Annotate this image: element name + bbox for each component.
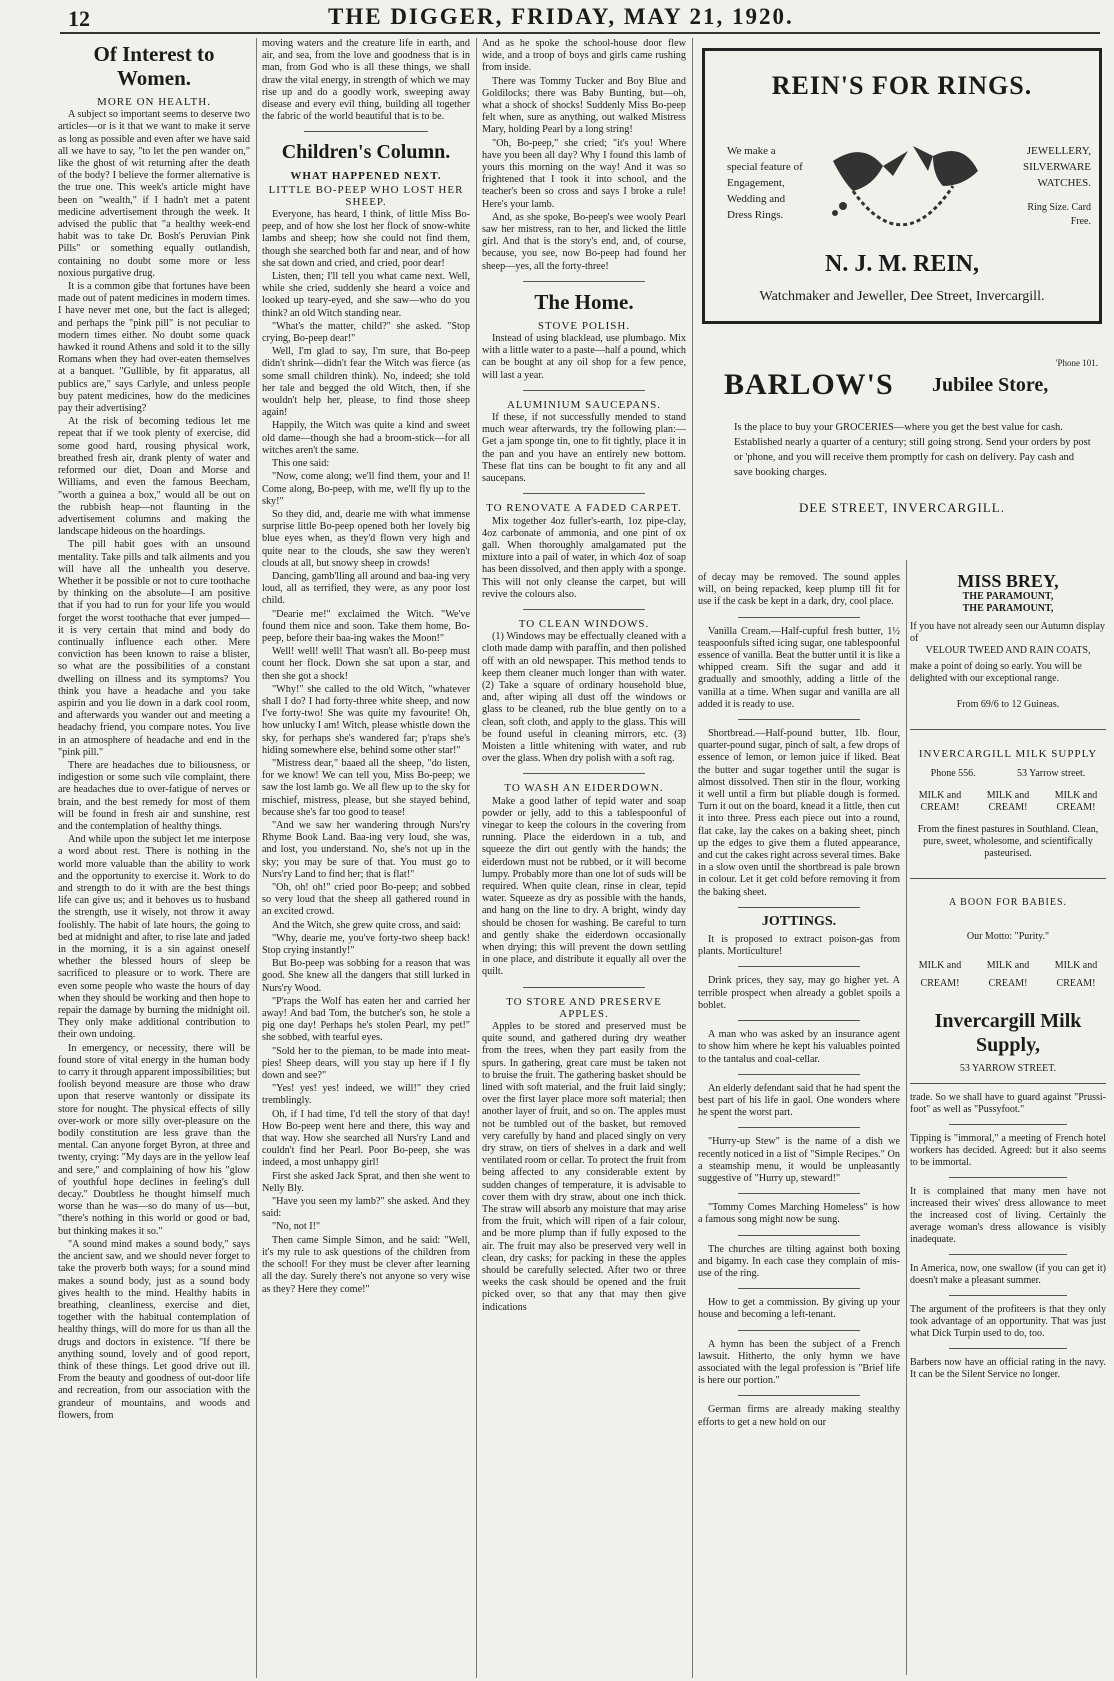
ad-phone: Phone 556. — [930, 768, 976, 779]
column-rule — [476, 38, 477, 1678]
paragraph: Everyone, has heard, I think, of little Miss Bo-peep, and of how she lost her flock of snow-white lambs and sheep; how she could not find them, though she searched both far and near, and of how she sat down and cried, and cried, poor dear! — [262, 209, 470, 269]
column-jottings — [698, 572, 900, 1674]
ad-title: MISS BREY, — [957, 571, 1059, 591]
recipe-title: TO WASH AN EIDERDOWN. — [504, 782, 664, 795]
divider — [523, 281, 645, 282]
ad-line: Watchmaker and Jeweller, Dee Street, Invercargill. — [759, 289, 1045, 304]
recipe-title: TO STORE AND PRESERVE APPLES. — [506, 995, 662, 1020]
ad-text: Ring Size. Card Free. — [1027, 202, 1091, 227]
column-rule — [692, 38, 693, 1678]
ad-text: JEWELLERY, SILVERWARE WATCHES. — [1022, 145, 1091, 189]
column-children — [262, 38, 470, 1678]
recipe-title: ALUMINIUM SAUCEPANS. — [506, 398, 662, 411]
paragraph: There are headaches due to biliousness, or indigestion or some such vile complaint, there are headaches due to over-fatigue of nerves or brain, and the best remedy for most of them will be found in fresh air and sunshine, rest and the contemplation of healthy things. — [58, 759, 250, 832]
paragraph: Instead of using blacklead, use plumbago. Mix with a little water to a paste—half a pound, which can be bought at any oil shop for a few pence, will last a year. — [482, 333, 686, 381]
paragraph: Listen, then; I'll tell you what came next. Well, while she cried, suddenly she heard a voice and looked up teary-eyed, and she saw—who do you think? an old Witch standing near. — [262, 271, 470, 319]
jotting: It is proposed to extract poison-gas from plants. Morticulture! — [698, 934, 900, 958]
ad-title: REIN'S FOR RINGS. — [771, 71, 1033, 100]
paragraph: At the risk of becoming tedious let me repeat that if we took plenty of exercise, did some good hard, rousing physical work, breathed fresh air, drank plenty of water and reformed our diet, Doan and Morse and Williams, and even the famous Beecham, "worth a guinea a box," would all be out on the rubbish heap—not flaunting in the advertisement columns and making the landscape hideous on the hoardings. — [58, 416, 250, 538]
article-subheading: WHAT HAPPENED NEXT. — [290, 170, 442, 183]
divider — [949, 1254, 1067, 1255]
ad-contact — [910, 768, 1106, 780]
paragraph: A subject so important seems to deserve two articles—or is it that we want to make it serve as long as possible and even after we have said all we have to say, "to let the pen wander on," like the ghost of wit returning after the death of the body? I believe the former alternative is the true one. This week's article might have been on "wealth," if I hadn't met a patent medicine advertisement through the week. It advised the public that "a healthy week-end habit was to take Dr. Bosh's Peruvian Pink Pills" or something equally outlandish, containing no doubt some more or less noxious purgative drug. — [58, 109, 250, 279]
jotting: Drink prices, they say, may go higher yet. A terrible prospect when already a goblet spoils a boblet. — [698, 975, 900, 1011]
milk-cell: MILK and CREAM! — [918, 790, 962, 813]
jotting: An elderly defendant said that he had spent the best part of his life in gaol. One wonders where he spent the worst part. — [698, 1082, 900, 1119]
paragraph: "No, not I!" — [272, 1221, 321, 1233]
paragraph: Then came Simple Simon, and he said: "Well, it's my rule to ask questions of the children from the school! For they must be clever after learning all the day. Surely there's not anyone so very wise as they? Here they come!" — [262, 1234, 470, 1295]
paragraph: And while upon the subject let me interpose a word about rest. There is nothing in the world more valuable than the ability to work and the opportunity to exercise it. Work to do and strength to do it with are the best things life can give us; and it behoves us to husband the strength, use it wisely, not throw it away foolishly. The habit of late hours, the going to bed at midnight and after, to rise late and jaded in the morning, it is a sin against oneself whether the blessed hours of sleep be sacrificed to pleasure or to work. There are even some people who waste the hours of day when they should be working and then hope to repair the damage by burning the midnight oil. They only make additional contribution to their own undoing. — [58, 834, 250, 1041]
paragraph: moving waters and the creature life in earth, and air, and sea, from the love and goodness that is in man, from God who is all these things, we shall draw the vital energy, in strength of which we may rise up and do a goodly work, sweeping away disease and every evil thing, building all together the fabric of the world beautiful that is to be. — [262, 38, 470, 123]
paragraph: of decay may be removed. The sound apples will, on being repacked, keep plump till fit for use if the cask be kept in a dark, dry, cool place. — [698, 572, 900, 608]
divider — [738, 1288, 859, 1289]
column-rule — [906, 560, 907, 1675]
milk-cell: MILK and CREAM! — [1054, 790, 1098, 813]
paragraph: And as he spoke the school-house door flew wide, and a troop of boys and girls came rushing from inside. — [482, 38, 686, 74]
divider — [910, 1083, 1106, 1084]
milk-row — [910, 790, 1106, 814]
ad-top: A BOON FOR BABIES. — [948, 897, 1068, 908]
ad-text: If you have not already seen our Autumn display of — [910, 621, 1105, 644]
ad-subtitle: Jubilee Store, — [932, 374, 1049, 396]
paragraph: "Oh, Bo-peep," she cried; "it's you! Where have you been all day? Why I found this lamb of yours this morning on the way! And it was so frightened that I took it into school, and the teacher's been so cross and says I broke a rule! Here's your lamb. — [482, 137, 686, 210]
ad-address: 53 Yarrow street. — [1016, 768, 1086, 779]
paragraph: Make a good lather of tepid water and soap powder or jelly, add to this a tablespoonful of vinegar to keep the colours in the covering from running. Place the eiderdown in a tub, and squeeze the dirt out gently with the hands; the eiderdown must not be rubbed, or it will become lumpy. Probably more than one lot of suds will be required. When quite clean, rinse in clear, tepid water. Squeeze as dry as possible with the hands, and hang on the line to dry. A bright, windy day should be chosen for washing. Be careful to turn and gently shake the eiderdown occasionally when drying; this will prevent the down settling in one place, and distribute it equally all over the quilt. — [482, 795, 686, 978]
divider — [304, 131, 429, 132]
jotting: It is complained that many men have not increased their wives' dress allowance to meet the increased cost of living. Certainly the average woman's dress allowance is visibly inadequate. — [910, 1186, 1106, 1245]
paragraph: Mix together 4oz fuller's-earth, 1oz pipe-clay, 4oz carbonate of ammonia, and one pint of ox gall. When thoroughly amalgamated put the mixture into a pail of water, in which 4oz of soap has been dissolved, and then apply with a sponge. This will not only cleanse the carpet, but will revive the colours also. — [482, 515, 686, 600]
milk-cell: MILK and CREAM! — [1054, 960, 1098, 989]
paragraph: Happily, the Witch was quite a kind and sweet old dame—though she had a broom-stick—for all witches aren't the same. — [262, 420, 470, 456]
paragraph: Vanilla Cream.—Half-cupful fresh butter, 1½ teaspoonfuls sifted icing sugar, one tablespoonful essence of vanilla. Beat the butter until it is like a whipped cream. Sift the sugar and add it gradually and smoothly, adding a little of the vanilla at a time. When sugar and vanilla are all added it is ready to use. — [698, 625, 900, 710]
jottings-continued — [910, 1092, 1106, 1381]
paragraph: Well! well! well! That wasn't all. Bo-peep must count her flock. Down she sat upon a star, and then she got a shock! — [262, 646, 470, 682]
milk-cell: MILK and CREAM! — [986, 960, 1030, 989]
jotting: A man who was asked by an insurance agent to show him where he kept his valuables pointed to the tantalus and coal-cellar. — [698, 1029, 900, 1065]
jotting: In America, now, one swallow (if you can get it) doesn't make a pleasant summer. — [910, 1263, 1106, 1286]
jotting: trade. So we shall have to guard against "Prussi-foot" as well as "Pussyfoot." — [910, 1092, 1106, 1115]
paragraph: "Oh, oh! oh!" cried poor Bo-peep; and sobbed so very loud that the sheep all gathered round in an excited crowd. — [262, 882, 470, 918]
paragraph: "What's the matter, child?" she asked. "Stop crying, Bo-peep dear!" — [262, 320, 470, 345]
column-rule — [256, 38, 257, 1678]
paragraph: "P'raps the Wolf has eaten her and carried her away! And bad Tom, the butcher's son, he stole a pig one day! Perhaps he's stolen Pearl, my pet!" she sobbed, with tearful eyes. — [262, 995, 470, 1044]
divider — [738, 1074, 859, 1075]
paragraph: And, as she spoke, Bo-peep's wee wooly Pearl saw her mistress, ran to her, and licked the little girl. And that is the story's end, and, of course, because, you see, now Bo-peep had found her sheep—yes, all the forty-three! — [482, 211, 686, 272]
milk-cell: MILK and CREAM! — [986, 790, 1030, 813]
ad-text: make a point of doing so early. You will be delighted with our exceptional range. — [910, 661, 1082, 684]
divider — [738, 719, 859, 720]
divider — [738, 907, 859, 908]
paragraph: In emergency, or necessity, there will be found store of vital energy in the human body to carry it through apparent impossibilities; but foolish beyond measure are those who draw upon that reserve wantonly or dissipate its store for nought. The physical effects of silly over-work or more silly over-pleasure on the bodily constitution are less grave than the mental. Can anyone forget Byron, at three and twenty, crying: "My days are in the yellow leaf and sere," and complaining of how his "glow of youthful hope declines in feeling's dull decay." Doubtless he thought himself much worse than he was—so do many of us—but, "there's nothing in this world or good or bad, but thinking makes it so." — [58, 1042, 250, 1237]
recipe-title: TO CLEAN WINDOWS. — [518, 617, 650, 630]
paragraph: "Now, come along; we'll find them, your and I! Come along, Bo-peep, with me, we'll fly up to the sky!" — [262, 471, 470, 507]
ad-title: INVERCARGILL MILK SUPPLY — [918, 748, 1098, 760]
paragraph: This one said: — [272, 458, 330, 470]
divider — [910, 729, 1106, 730]
milk-cell: MILK and CREAM! — [918, 960, 962, 989]
paragraph: So they did, and, dearie me with what immense surprise little Bo-peep opened both her lovely big blue eyes when, as they'd flown very high and quite near to the clouds, she saw they weren't clouds at all, but snowy sheep in crowds! — [262, 508, 470, 569]
jotting: The argument of the profiteers is that they only took advantage of an opportunity. That was just what Dick Turpin used to do, too. — [910, 1304, 1106, 1339]
paragraph: Oh, if I had time, I'd tell the story of that day! How Bo-peep went here and there, this way and that way. How she searched all Nurs'ry Land and couldn't find her Pearl. Poor Bo-peep, she was indeed, a most unhappy girl! — [262, 1108, 470, 1169]
section-heading-jottings: JOTTINGS. — [761, 913, 837, 929]
ad-text: From the finest pastures in Southland. Clean, pure, sweet, wholesome, and scientifically pasteurised. — [917, 824, 1099, 859]
divider — [949, 1124, 1067, 1125]
ad-phone: 'Phone 101. — [1055, 358, 1098, 368]
divider — [523, 609, 645, 610]
jotting: German firms are already making stealthy efforts to get a new hold on our — [698, 1404, 900, 1428]
ad-barlows — [702, 360, 1102, 540]
jotting: The churches are tilting against both boxing and bigamy. In each case they complain of mis-use of the ring. — [698, 1243, 900, 1279]
paragraph: But Bo-peep was sobbing for a reason that was good. She knew all the dangers that still lurked in Nurs'ry Wood. — [262, 958, 470, 994]
divider — [738, 966, 859, 967]
ad-address: DEE STREET, INVERCARGILL. — [798, 500, 1006, 515]
divider — [738, 1235, 859, 1236]
paragraph: (1) Windows may be effectually cleaned with a cloth made damp with paraffin, and then polished off with an old newspaper. This method tends to keep them cleaner much longer than with water. (2) Take a square of ordinary household blue, and, after wiping all dust off the windows or glass to be cleaned, rub the blue gently on to a clean, soft cloth, and apply to the glass. This will be found useful in cleaning mirrors, etc. (3) Moisten a little whitening with water, and rub over the glass. When dry polish with a soft rag. — [482, 631, 686, 765]
paragraph: First she asked Jack Sprat, and then she went to Nelly Bly. — [262, 1170, 470, 1194]
divider — [738, 1020, 859, 1021]
ad-address: 53 YARROW STREET. — [959, 1063, 1057, 1074]
paragraph: "And we saw her wandering through Nurs'ry Rhyme Book Land. Baa-ing very loud, she was, and lost, you understand. No, she's not up in the sky; you may be sure of that. You must go to Nurs'ry Land to find her; that is flat!" — [262, 819, 470, 880]
milk-row — [910, 957, 1106, 993]
paragraph: "Yes! yes! yes! indeed, we will!" they cried tremblingly. — [262, 1083, 470, 1107]
column-women — [58, 38, 250, 1678]
column-ads — [910, 565, 1106, 1675]
ad-name: Invercargill Milk Supply, — [934, 1010, 1082, 1056]
paragraph: Apples to be stored and preserved must be quite sound, and gathered during dry weather from the trees, when they part easily from the spurs. In gathering, great care must be taken not to bruise the fruit. The gathering basket should be lined with soft material, and the fruit laid singly; over the first layer place more soft material; then another layer of fruit, and so on. The apples must not be tumbled out of the basket, but removed very carefully by hand and placed singly on very dry straw, on tiers of shelves in a dark and well ventilated room or cellar. To protect the fruit from being affected to any considerable extent by sudden changes of temperature, it is advisable to cover them with dry straw, about one inch thick. The straw will absorb any moisture that may arise from the fruit, which will ripen of a fair colour, and be more plump than if fully exposed to the air. The fruit may also be preserved very well in clean, dry casks; for packing in these the apples should be carefully selected. After two or three weeks the cask should be opened and the fruit picked over, so that any that may then give indications — [482, 1021, 686, 1313]
column-home — [482, 38, 686, 1678]
divider — [738, 1193, 859, 1194]
recipe-title: STOVE POLISH. — [537, 319, 631, 332]
paragraph: Shortbread.—Half-pound butter, 1lb. flour, quarter-pound sugar, pinch of salt, a few drops of essence of lemon, or lemon juice if liked. Beat the butter and sugar together until the sugar is almost dissolved. Then stir in the flour, working it well until a firm but pliable dough is formed. Turn it out on the board, knead it a little, then cut it into three. Press each piece out into a round, flat cake, lay the cakes on a baking sheet, pinch up the edges to give them a fluted appearance, and cut the cakes right across several times. Bake in a slow oven until the shortbread is pale brown in colour. Let it get cold before removing it from the baking sheet. — [698, 728, 900, 898]
ad-motto: Our Motto: "Purity." — [966, 931, 1050, 942]
ad-text: We make a special feature of Engagement, Wedding and Dress Rings. — [727, 145, 803, 221]
divider — [523, 773, 645, 774]
section-heading-children: Children's Column. — [281, 141, 451, 164]
article-subheading-2: LITTLE BO-PEEP WHO LOST HER SHEEP. — [268, 183, 464, 208]
jotting: Tipping is "immoral," a meeting of French hotel workers has decided. Agreed: but it also seems to be immortal. — [910, 1133, 1106, 1168]
ad-line: THE PARAMOUNT, — [962, 591, 1054, 602]
paragraph: The pill habit goes with an unsound mentality. Take pills and talk ailments and you will have all the unhealth you deserve. Whether it be possible or not to cure toothache by thinking on the absolute—I am positive that if you had to run for your life you would forget the worst toothache that ever jumped—it is very certain that mind and body do continually influence each other. Mere conviction has been known to raise a blister, so what are the possibilities of a constant dwelling on illness and its symptoms? You think you have a headache and you take aspirin and you lie down in a dark cool room, and afterwards you wander out and meeting a headachy friend, you compare notes. You live in an atmosphere of headache and end in the "pink pill." — [58, 539, 250, 758]
divider — [949, 1295, 1067, 1296]
paragraph: "A sound mind makes a sound body," says the ancient saw, and we should never forget to take the proverb both ways; for a sound mind makes a sound body, just as a sound body gives health to the mind. Healthy habits in breathing, cleanliness, exercise and diet, together with the habitual contemplation of healthy things, will do more for us than all the drugs and doctors in existence. "If there be anything sound, lovely and of good report, think of these things. Let good drive out ill. From the beauty and goodness of out-door life and recreation, from our association with the grandeur of mountains, and woods and flowers, from — [58, 1238, 250, 1421]
jotting: "Tommy Comes Marching Homeless" is how a famous song might now be sung. — [698, 1202, 900, 1226]
masthead-title: THE DIGGER, FRIDAY, MAY 21, 1920. — [328, 4, 794, 29]
paragraph: "Have you seen my lamb?" she asked. And they said: — [262, 1196, 470, 1220]
paragraph: "Why!" she called to the old Witch, "whatever shall I do? I had forty-three white sheep, and now I've forty-two! She was quite my favourite! Oh, how unlucky I am! Witch, please whistle down the sky, for perhaps she's wandered far; p'raps she's hiding somewhere else, behind some other star!" — [262, 683, 470, 756]
section-heading-home: The Home. — [534, 289, 634, 314]
ad-text: VELOUR TWEED AND RAIN COATS, — [925, 645, 1091, 656]
recipe-title: TO RENOVATE A FADED CARPET. — [486, 502, 682, 515]
divider — [523, 987, 645, 988]
divider — [738, 1330, 859, 1331]
jotting: Barbers now have an official rating in the navy. It can be the Silent Service no longer. — [910, 1357, 1106, 1380]
ad-name: N. J. M. REIN, — [825, 251, 979, 277]
paragraph: "Why, dearie me, you've forty-two sheep back! Stop crying instantly!" — [262, 932, 470, 957]
divider — [738, 1395, 859, 1396]
divider — [738, 1127, 859, 1128]
ad-price: From 69/6 to 12 Guineas. — [956, 699, 1060, 710]
ad-text: Is the place to buy your GROCERIES—where you get the best value for cash. Established nearly a quarter of a century; still going strong. Send your orders by post or 'phone, and you will receive them promptly for cash on delivery. Pay cash and save booking charges. — [734, 422, 1091, 478]
swallows-ring-illustration — [813, 131, 993, 251]
paragraph: "Mistress dear," baaed all the sheep, "do listen, for we know! We can tell you, Miss Bo-peep; we saw the lost lamb go. We all flew up to the sky for mischief, mistress, please, but she stayed behind, because she's far too good to tease! — [262, 757, 470, 818]
divider — [523, 390, 645, 391]
divider — [523, 493, 645, 494]
paragraph: "Dearie me!" exclaimed the Witch. "We've found them nice and soon. Take them home, Bo-peep, before their baa-ing wakes the Moon!" — [262, 608, 470, 644]
jotting: How to get a commission. By giving up your house and becoming a left-tenant. — [698, 1297, 900, 1321]
paragraph: There was Tommy Tucker and Boy Blue and Goldilocks; there was Baby Bunting, but—oh, what a shock of shocks! Suddenly Miss Bo-peep felt when, sure as anything, out walked Mistress Mary, holding Pearl by a long string! — [482, 75, 686, 136]
jotting: A hymn has been the subject of a French lawsuit. Hitherto, the only hymn we have associated with the legal profession is "Brief life is here our portion." — [698, 1338, 900, 1387]
masthead — [60, 4, 1100, 34]
paragraph: Dancing, gamb'lling all around and baa-ing very loud, all as terrified, they were, as any poor lost child. — [262, 570, 470, 607]
divider — [910, 878, 1106, 879]
jotting: "Hurry-up Stew" is the name of a dish we recently noticed in a list of "Simple Recipes." On a steamship menu, it would be unpleasantly suggestive of "Hurry up, steward!" — [698, 1136, 900, 1184]
ad-reins-rings — [702, 48, 1102, 324]
ad-title: BARLOW'S — [724, 368, 894, 401]
paragraph: Well, I'm glad to say, I'm sure, that Bo-peep didn't shrink—didn't fear the Witch was fierce (as some small children think). No, indeed; she told her tale and begged the old Witch, then, if she wouldn't help her, please, to find those sheep again! — [262, 346, 470, 419]
divider — [738, 617, 859, 618]
section-heading-women: Of Interest to Women. — [93, 42, 215, 90]
paragraph: "Sold her to the pieman, to be made into meat-pies! Sheep dears, will you stay up here if I fly down and see?" — [262, 1045, 470, 1082]
divider — [949, 1177, 1067, 1178]
divider — [949, 1348, 1067, 1349]
paragraph: It is a common gibe that fortunes have been made out of patent medicines in modern times. I have never met one, but the fact is alleged; and perhaps the "pink pill" is not peculiar to modern times either. No doubt some quack hawked it round Athens and sold it to the silly Romans when they had over-eaten themselves at a banquet. "Gullible, by fit apparatus, all publics are," says Carlyle, and unless people buy patent medicines, how do the medicines pay their advertising? — [58, 281, 250, 415]
paragraph: If these, if not successfully mended to stand much wear afterwards, try the following plan:—Get a jam sponge tin, one to fit tightly, place it in the pan and you have an entirely new bottom. These flat tins can be bought to fit any and all saucepans. — [482, 412, 686, 485]
page-number: 12 — [68, 6, 90, 31]
paragraph: And the Witch, she grew quite cross, and said: — [272, 919, 461, 931]
article-subheading: MORE ON HEALTH. — [97, 96, 211, 108]
ad-line: THE PARAMOUNT, — [962, 603, 1054, 614]
